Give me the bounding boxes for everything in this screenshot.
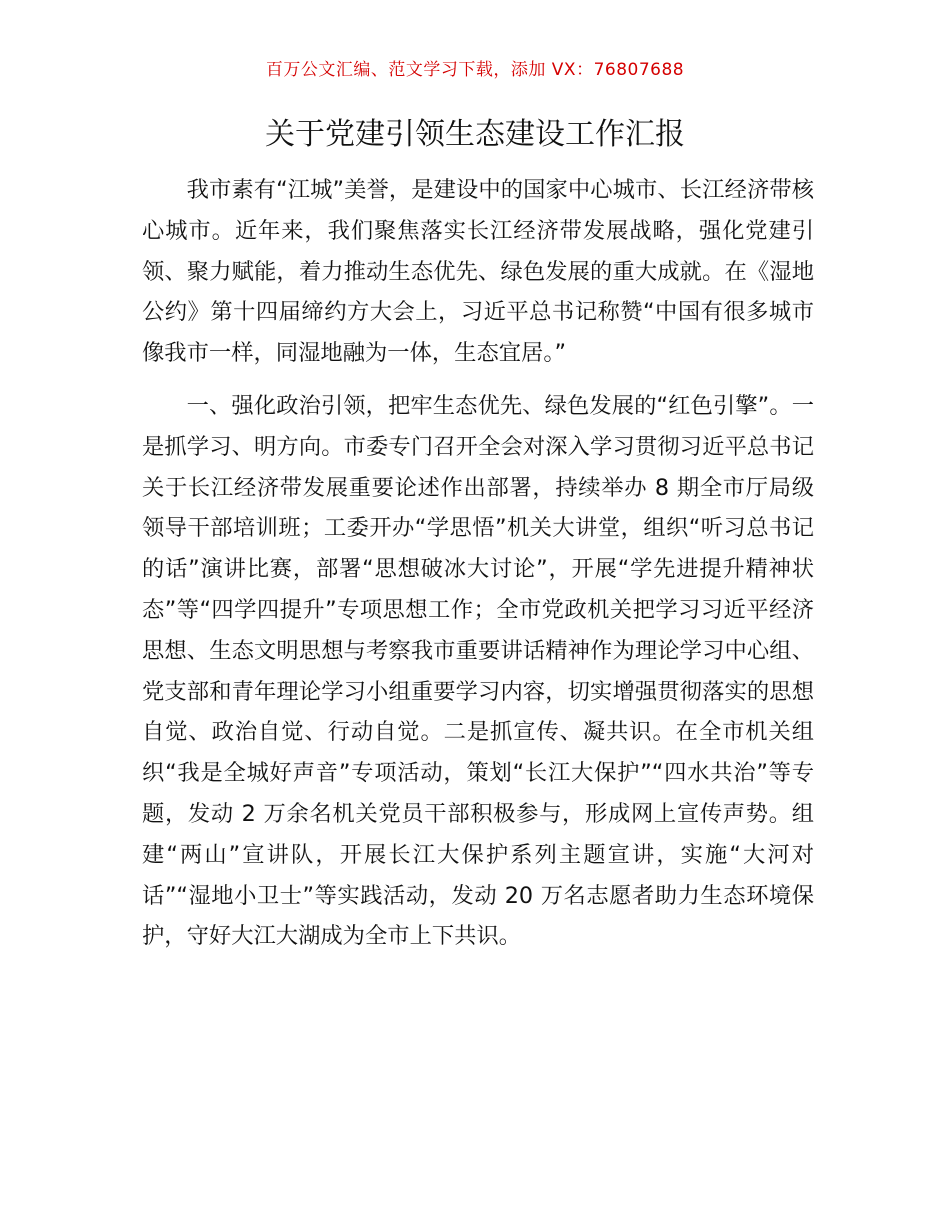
document-body xyxy=(142,170,814,957)
document-title: 关于党建引领生态建设工作汇报 xyxy=(265,117,685,152)
paragraph-intro: 我市素有“江城”美誉，是建设中的国家中心城市、长江经济带核心城市。近年来，我们聚焦落实长江经济带发展战略，强化党建引领、聚力赋能，着力推动生态优先、绿色发展的重大成就。在《湿地公约》第十四届缔约方大会上，习近平总书记称赞“中国有很多城市像我市一样，同湿地融为一体，生态宜居。” xyxy=(142,177,814,367)
header-note: 百万公文汇编、范文学习下载，添加 VX：76807688 xyxy=(265,60,685,80)
paragraph-section-1: 一、强化政治引领，把牢生态优先、绿色发展的“红色引擎”。一是抓学习、明方向。市委专门召开全会对深入学习贯彻习近平总书记关于长江经济带发展重要论述作出部署，持续举办 8 期全市厅局级领导干部培训班；工委开办“学思悟”机关大讲堂，组织“听习总书记的话”演讲比赛，部署“思想破冰大讨论”，开展“学先进提升精神状态”等“四学四提升”专项思想工作；全市党政机关把学习习近平经济思想、生态文明思想与考察我市重要讲话精神作为理论学习中心组、党支部和青年理论学习小组重要学习内容，切实增强贯彻落实的思想自觉、政治自觉、行动自觉。二是抓宣传、凝共识。在全市机关组织“我是全城好声音”专项活动，策划“长江大保护”“四水共治”等专题，发动 2 万余名机关党员干部积极参与，形成网上宣传声势。组建“两山”宣讲队，开展长江大保护系列主题宣讲，实施“大河对话”“湿地小卫士”等实践活动，发动 20 万名志愿者助力生态环境保护，守好大江大湖成为全市上下共识。 xyxy=(142,392,814,950)
